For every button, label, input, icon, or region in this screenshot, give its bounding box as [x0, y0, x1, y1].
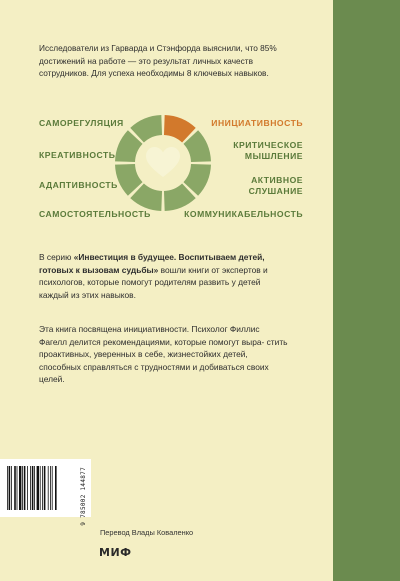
- book-spine: [333, 0, 400, 581]
- skill-active-listening: АКТИВНОЕ СЛУШАНИЕ: [248, 175, 303, 196]
- translator-credit: Перевод Влады Коваленко: [100, 528, 194, 537]
- barcode-icon: [6, 465, 74, 511]
- series-title: «Инвестиция в будущее. Воспитываем детей, готовых к вызовам судьбы»: [39, 252, 265, 275]
- skill-critical-thinking: КРИТИЧЕСКОЕ МЫШЛЕНИЕ: [233, 140, 303, 161]
- isbn-number: 9 785002 144877: [80, 467, 87, 526]
- barcode-area: [0, 459, 91, 517]
- publisher-logo-text: МИФ: [99, 545, 132, 559]
- book-about-paragraph: Эта книга посвящена инициативности. Психолог Филлис Фагелл делится рекомендациями, которые помогут выра- стить проактивных, уверенных в себе, жизнестойких детей, способных справляться с трудностями и добиваться своих целей.: [39, 324, 288, 384]
- series-paragraph: [39, 251, 289, 301]
- skill-independence: САМОСТОЯТЕЛЬНОСТЬ: [39, 209, 151, 219]
- series-prefix: В серию: [39, 252, 74, 262]
- intro-paragraph: Исследователи из Гарварда и Стэнфорда выяснили, что 85% достижений на работе — это результат личных качеств сотрудников. Для успеха необходимы 8 ключевых навыков.: [39, 43, 277, 78]
- publisher-logo: [99, 545, 132, 559]
- skill-creativity: КРЕАТИВНОСТЬ: [39, 150, 116, 160]
- skill-self-regulation: САМОРЕГУЛЯЦИЯ: [39, 118, 124, 128]
- skill-communication: КОММУНИКАБЕЛЬНОСТЬ: [184, 209, 303, 219]
- heart-icon: [146, 147, 180, 177]
- series-suffix: вошли книги от экспертов и психологов, которые помогут родителям развить у детей каждый из этих навыков.: [39, 264, 268, 300]
- skill-initiative: ИНИЦИАТИВНОСТЬ: [211, 118, 303, 128]
- skills-wheel: [113, 113, 213, 213]
- skill-adaptivity: АДАПТИВНОСТЬ: [39, 180, 118, 190]
